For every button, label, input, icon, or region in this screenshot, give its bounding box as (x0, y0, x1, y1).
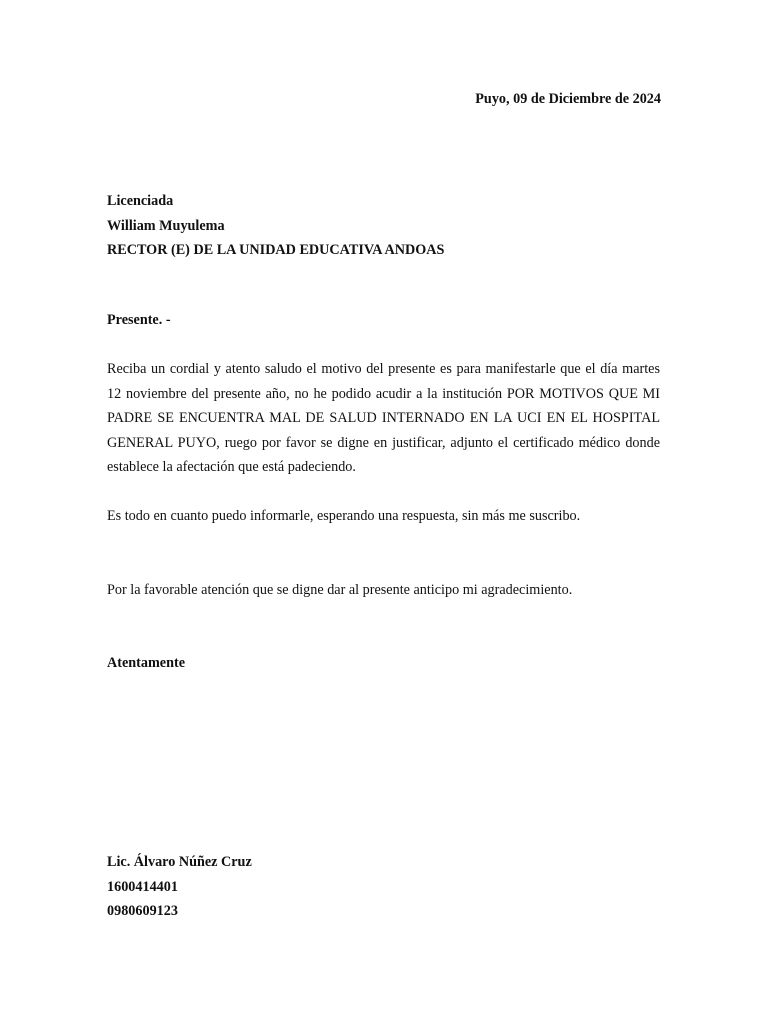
signature-phone: 0980609123 (107, 903, 178, 919)
recipient-block (107, 189, 444, 263)
signature-id-number: 1600414401 (107, 878, 178, 895)
signature-name: Lic. Álvaro Núñez Cruz (107, 854, 252, 870)
closing: Atentamente (107, 655, 186, 671)
recipient-title: Licenciada (107, 193, 174, 209)
body-paragraph-1: Reciba un cordial y atento saludo el motivo del presente es para manifestarle que el día martes 12 noviembre del presente año, no he podido acudir a la institución POR MOTIVOS QUE MI PADRE SE ENCUENTRA MAL DE SALUD INTERNADO EN LA UCI EN EL HOSPITAL GENERAL PUYO, ruego por favor se digne en justificar, adjunto el certificado médico donde establece la afectación que está padeciendo. (107, 361, 660, 476)
signature-block (107, 850, 252, 924)
body-paragraph-2: Es todo en cuanto puedo informarle, esperando una respuesta, sin más me suscribo. (107, 508, 581, 524)
date-line: Puyo, 09 de Diciembre de 2024 (475, 91, 661, 107)
recipient-position: RECTOR (E) DE LA UNIDAD EDUCATIVA ANDOAS (107, 242, 445, 258)
recipient-name: William Muyulema (107, 217, 225, 234)
greeting: Presente. - (107, 312, 171, 328)
body-paragraph-3: Por la favorable atención que se digne dar al presente anticipo mi agradecimiento. (107, 582, 573, 598)
